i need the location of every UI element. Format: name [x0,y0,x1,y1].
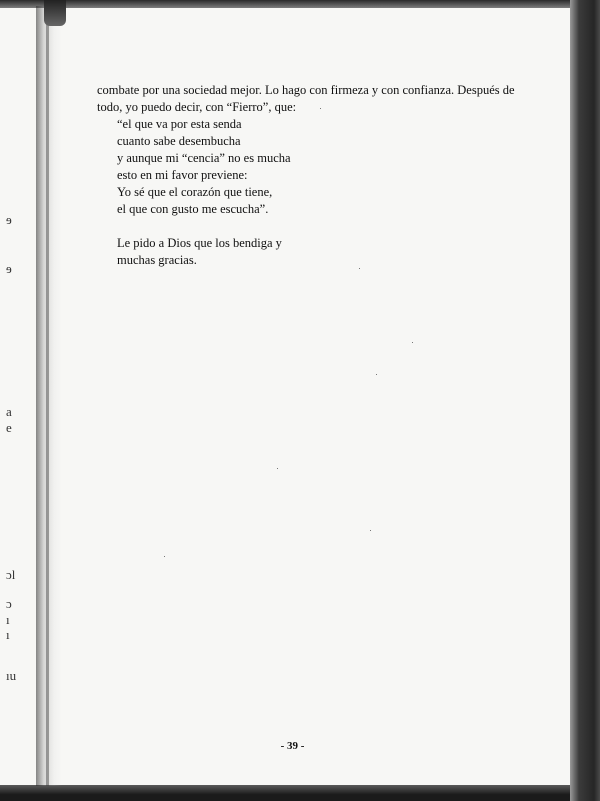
verse-line: Yo sé que el corazón que tiene, [117,185,273,199]
closing-line: muchas gracias. [117,253,197,267]
body-paragraph: combate por una sociedad mejor. Lo hago con firmeza y con confianza. Después de todo, yo puedo decir, con “Fierro”, que: [97,83,515,114]
margin-fragment: ı [6,627,10,642]
margin-fragment: ɔl [6,567,16,582]
closing-line: Le pido a Dios que los bendiga y [117,236,282,250]
scan-right-edge [570,0,600,801]
scan-speck [376,374,377,375]
scan-speck [412,342,413,343]
margin-fragment: ıu [6,668,17,683]
verse-block [117,116,517,218]
page-binding-shadow [36,6,62,786]
margin-fragment: ɔ [6,596,12,611]
margin-fragment: ı [6,612,10,627]
closing-block [117,235,517,269]
verse-line: y aunque mi “cencia” no es mucha [117,151,291,165]
margin-fragment: a [6,404,12,419]
page-binding-line [46,6,49,786]
margin-fragment: ɘ [6,261,12,276]
margin-fragment: e [6,420,12,435]
scan-bottom-edge [0,785,600,801]
verse-line: esto en mi favor previene: [117,168,248,182]
page-binding-top [44,0,66,26]
scan-speck [164,556,165,557]
verse-line: “el que va por esta senda [117,117,242,131]
scan-speck [370,530,371,531]
margin-fragment: ɘ [6,212,12,227]
scan-top-edge [0,0,600,8]
page-number: - 39 - [280,740,305,752]
verse-line: cuanto sabe desembucha [117,134,241,148]
verse-line: el que con gusto me escucha”. [117,202,269,216]
page-body [97,82,517,269]
scan-speck [277,468,278,469]
